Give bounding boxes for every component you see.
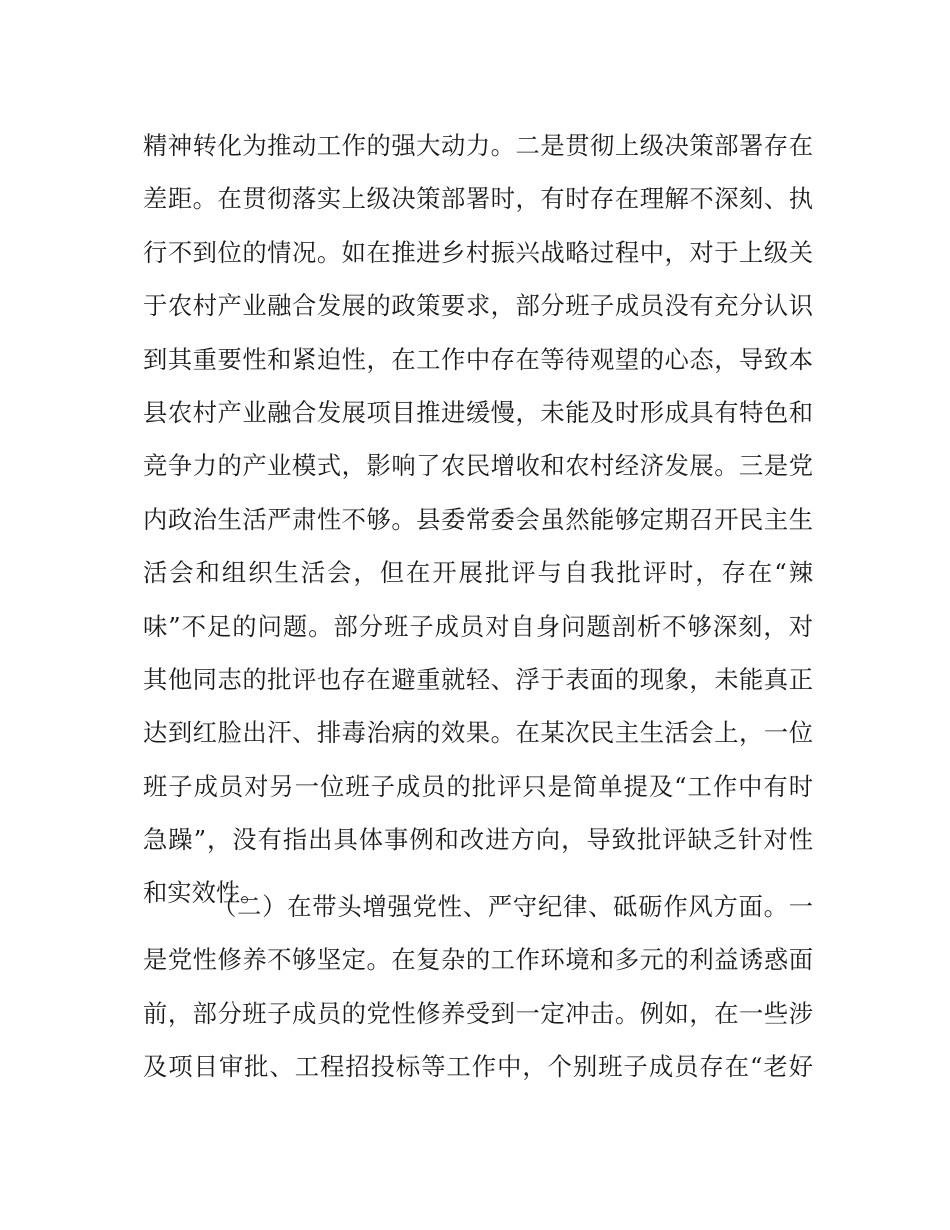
body-paragraph-1 bbox=[143, 119, 813, 920]
paragraph-line: 是党性修养不够坚定。在复杂的工作环境和多元的利益诱惑面 bbox=[143, 945, 813, 975]
body-paragraph-2 bbox=[143, 880, 813, 1094]
section-heading-line: （二）在带头增强党性、严守纪律、砥砺作风方面。一 bbox=[212, 892, 813, 921]
paragraph-line: 班子成员对另一位班子成员的批评只是简单提及“工作中有时 bbox=[143, 771, 813, 801]
paragraph-line: 到其重要性和紧迫性，在工作中存在等待观望的心态，导致本 bbox=[143, 344, 813, 374]
paragraph-line: 急躁”，没有指出具体事例和改进方向，导致批评缺乏针对性 bbox=[143, 825, 813, 855]
paragraph-line: 竞争力的产业模式，影响了农民增收和农村经济发展。三是党 bbox=[143, 451, 813, 481]
paragraph-line: 和实效性。 bbox=[143, 878, 265, 908]
paragraph-line: 县农村产业融合发展项目推进缓慢，未能及时形成具有特色和 bbox=[143, 397, 813, 427]
paragraph-line: 及项目审批、工程招投标等工作中，个别班子成员存在“老好 bbox=[143, 1052, 813, 1082]
paragraph-line: 内政治生活严肃性不够。县委常委会虽然能够定期召开民主生 bbox=[143, 504, 813, 534]
paragraph-line: 活会和组织生活会，但在开展批评与自我批评时，存在“辣 bbox=[143, 558, 813, 588]
paragraph-line: 精神转化为推动工作的强大动力。二是贯彻上级决策部署存在 bbox=[143, 131, 813, 160]
paragraph-line: 行不到位的情况。如在推进乡村振兴战略过程中，对于上级关 bbox=[143, 237, 813, 267]
paragraph-line: 味”不足的问题。部分班子成员对自身问题剖析不够深刻，对 bbox=[143, 611, 813, 641]
paragraph-line: 前，部分班子成员的党性修养受到一定冲击。例如，在一些涉 bbox=[143, 998, 813, 1028]
paragraph-line: 于农村产业融合发展的政策要求，部分班子成员没有充分认识 bbox=[143, 291, 813, 321]
paragraph-line: 其他同志的批评也存在避重就轻、浮于表面的现象，未能真正 bbox=[143, 664, 813, 694]
paragraph-line: 差距。在贯彻落实上级决策部署时，有时存在理解不深刻、执 bbox=[143, 184, 813, 214]
paragraph-line: 达到红脸出汗、排毒治病的效果。在某次民主生活会上，一位 bbox=[143, 718, 813, 748]
